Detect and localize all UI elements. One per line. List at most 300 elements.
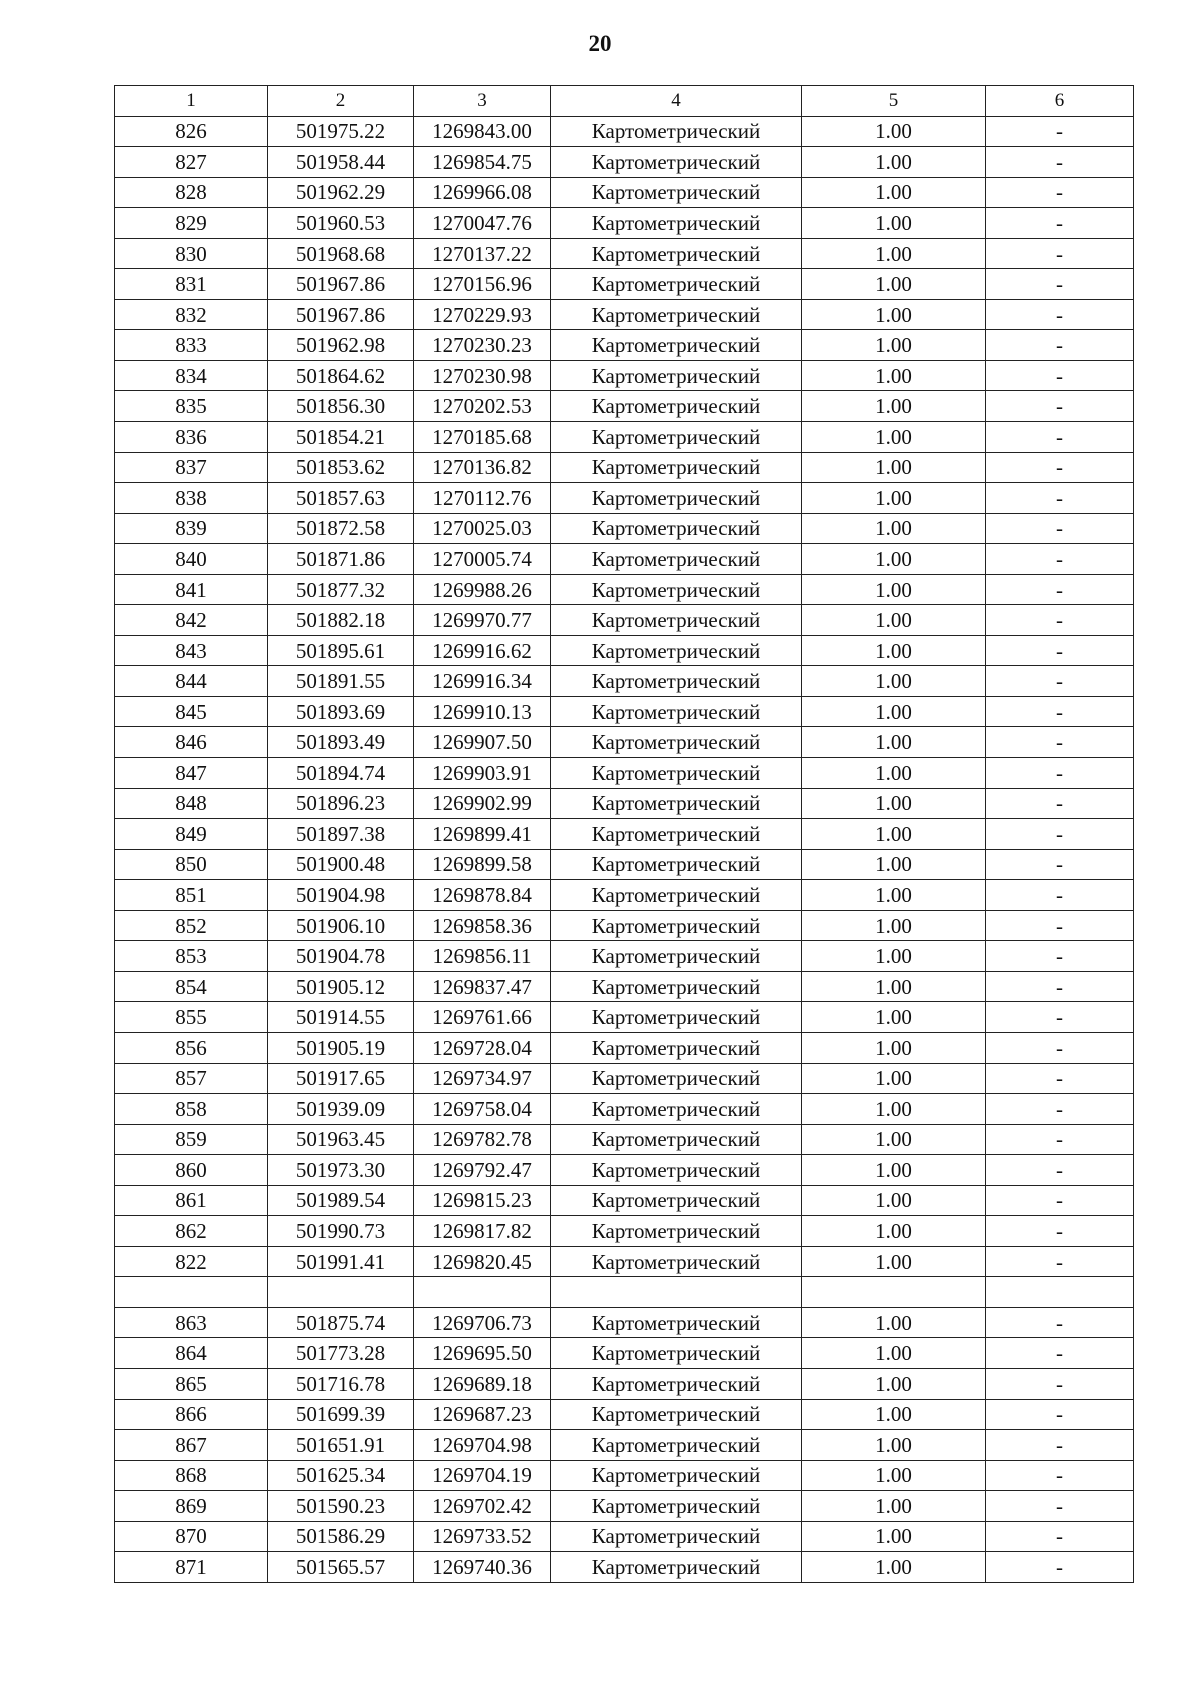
table-row [115,727,1134,758]
point-number-cell: 834 [115,360,268,391]
method-cell: Картометрический [551,299,802,330]
note-cell: - [986,360,1134,391]
x-coordinate-cell: 501565.57 [268,1552,414,1583]
point-number-cell: 862 [115,1216,268,1247]
accuracy-cell: 1.00 [802,147,986,178]
note-cell: - [986,299,1134,330]
y-coordinate-cell: 1269910.13 [414,696,551,727]
table-row [115,1094,1134,1125]
method-cell: Картометрический [551,605,802,636]
accuracy-cell: 1.00 [802,758,986,789]
note-cell: - [986,1521,1134,1552]
accuracy-cell: 1.00 [802,1032,986,1063]
note-cell: - [986,1185,1134,1216]
x-coordinate-cell: 501991.41 [268,1246,414,1277]
x-coordinate-cell: 501989.54 [268,1185,414,1216]
point-number-cell: 853 [115,941,268,972]
note-cell: - [986,696,1134,727]
y-coordinate-cell: 1270005.74 [414,544,551,575]
x-coordinate-cell: 501962.29 [268,177,414,208]
method-cell: Картометрический [551,635,802,666]
note-cell [986,1277,1134,1308]
method-cell: Картометрический [551,483,802,514]
point-number-cell: 858 [115,1094,268,1125]
note-cell: - [986,727,1134,758]
x-coordinate-cell: 501917.65 [268,1063,414,1094]
table-row [115,208,1134,239]
point-number-cell: 861 [115,1185,268,1216]
note-cell: - [986,208,1134,239]
point-number-cell: 837 [115,452,268,483]
y-coordinate-cell: 1269878.84 [414,880,551,911]
x-coordinate-cell: 501904.98 [268,880,414,911]
point-number-cell: 839 [115,513,268,544]
note-cell: - [986,147,1134,178]
note-cell: - [986,941,1134,972]
method-cell: Картометрический [551,1491,802,1522]
y-coordinate-cell: 1269815.23 [414,1185,551,1216]
point-number-cell: 847 [115,758,268,789]
method-cell: Картометрический [551,1399,802,1430]
y-coordinate-cell: 1270230.98 [414,360,551,391]
note-cell: - [986,1430,1134,1461]
note-cell: - [986,574,1134,605]
x-coordinate-cell: 501968.68 [268,238,414,269]
x-coordinate-cell: 501651.91 [268,1430,414,1461]
table-row [115,758,1134,789]
accuracy-cell: 1.00 [802,269,986,300]
accuracy-cell [802,1277,986,1308]
table-row [115,788,1134,819]
note-cell: - [986,666,1134,697]
method-cell: Картометрический [551,1124,802,1155]
accuracy-cell: 1.00 [802,605,986,636]
method-cell: Картометрический [551,1430,802,1461]
y-coordinate-cell: 1269758.04 [414,1094,551,1125]
point-number-cell: 829 [115,208,268,239]
y-coordinate-cell: 1270229.93 [414,299,551,330]
table-row [115,1216,1134,1247]
point-number-cell: 868 [115,1460,268,1491]
method-cell: Картометрический [551,910,802,941]
note-cell: - [986,238,1134,269]
accuracy-cell: 1.00 [802,1216,986,1247]
y-coordinate-cell: 1269899.41 [414,819,551,850]
note-cell: - [986,1124,1134,1155]
accuracy-cell: 1.00 [802,208,986,239]
table-row [115,116,1134,147]
accuracy-cell: 1.00 [802,1460,986,1491]
method-cell: Картометрический [551,238,802,269]
point-number-cell: 838 [115,483,268,514]
y-coordinate-cell: 1269704.19 [414,1460,551,1491]
method-cell: Картометрический [551,330,802,361]
accuracy-cell: 1.00 [802,819,986,850]
accuracy-cell: 1.00 [802,116,986,147]
accuracy-cell: 1.00 [802,788,986,819]
x-coordinate-cell: 501905.12 [268,971,414,1002]
x-coordinate-cell: 501906.10 [268,910,414,941]
table-row [115,971,1134,1002]
y-coordinate-cell: 1269761.66 [414,1002,551,1033]
method-cell: Картометрический [551,1185,802,1216]
x-coordinate-cell: 501896.23 [268,788,414,819]
x-coordinate-cell: 501872.58 [268,513,414,544]
method-cell: Картометрический [551,116,802,147]
table-row [115,910,1134,941]
method-cell: Картометрический [551,391,802,422]
method-cell: Картометрический [551,788,802,819]
method-cell: Картометрический [551,1368,802,1399]
point-number-cell: 828 [115,177,268,208]
y-coordinate-cell: 1270230.23 [414,330,551,361]
note-cell: - [986,1002,1134,1033]
accuracy-cell: 1.00 [802,391,986,422]
accuracy-cell: 1.00 [802,513,986,544]
method-cell: Картометрический [551,880,802,911]
method-cell: Картометрический [551,1002,802,1033]
accuracy-cell: 1.00 [802,1521,986,1552]
accuracy-cell: 1.00 [802,635,986,666]
method-cell: Картометрический [551,360,802,391]
x-coordinate-cell: 501894.74 [268,758,414,789]
note-cell: - [986,819,1134,850]
y-coordinate-cell: 1269728.04 [414,1032,551,1063]
note-cell: - [986,1216,1134,1247]
method-cell: Картометрический [551,819,802,850]
accuracy-cell: 1.00 [802,666,986,697]
table-row [115,1368,1134,1399]
point-number-cell: 836 [115,422,268,453]
point-number-cell: 827 [115,147,268,178]
method-cell: Картометрический [551,1307,802,1338]
y-coordinate-cell: 1269858.36 [414,910,551,941]
method-cell: Картометрический [551,1246,802,1277]
x-coordinate-cell: 501905.19 [268,1032,414,1063]
method-cell: Картометрический [551,574,802,605]
method-cell: Картометрический [551,1155,802,1186]
note-cell: - [986,849,1134,880]
method-cell: Картометрический [551,147,802,178]
point-number-cell: 841 [115,574,268,605]
note-cell: - [986,177,1134,208]
note-cell: - [986,635,1134,666]
point-number-cell: 854 [115,971,268,1002]
accuracy-cell: 1.00 [802,1552,986,1583]
table-row [115,1124,1134,1155]
method-cell: Картометрический [551,1521,802,1552]
table-row [115,849,1134,880]
y-coordinate-cell: 1270136.82 [414,452,551,483]
table-row [115,391,1134,422]
accuracy-cell: 1.00 [802,1002,986,1033]
y-coordinate-cell: 1269792.47 [414,1155,551,1186]
table-row [115,605,1134,636]
accuracy-cell: 1.00 [802,330,986,361]
accuracy-cell: 1.00 [802,1094,986,1125]
point-number-cell: 850 [115,849,268,880]
point-number-cell: 844 [115,666,268,697]
table-row [115,1277,1134,1308]
point-number-cell: 871 [115,1552,268,1583]
table-row [115,1399,1134,1430]
x-coordinate-cell: 501960.53 [268,208,414,239]
note-cell: - [986,1032,1134,1063]
note-cell: - [986,1552,1134,1583]
x-coordinate-cell: 501773.28 [268,1338,414,1369]
method-cell: Картометрический [551,941,802,972]
note-cell: - [986,483,1134,514]
method-cell: Картометрический [551,1552,802,1583]
table-row [115,1032,1134,1063]
column-header-4: 4 [551,86,802,117]
table-row [115,1338,1134,1369]
x-coordinate-cell: 501973.30 [268,1155,414,1186]
point-number-cell: 851 [115,880,268,911]
note-cell: - [986,269,1134,300]
x-coordinate-cell: 501857.63 [268,483,414,514]
column-header-1: 1 [115,86,268,117]
x-coordinate-cell: 501875.74 [268,1307,414,1338]
accuracy-cell: 1.00 [802,1155,986,1186]
x-coordinate-cell: 501891.55 [268,666,414,697]
accuracy-cell: 1.00 [802,971,986,1002]
y-coordinate-cell: 1269843.00 [414,116,551,147]
point-number-cell: 856 [115,1032,268,1063]
y-coordinate-cell: 1269689.18 [414,1368,551,1399]
y-coordinate-cell: 1269740.36 [414,1552,551,1583]
x-coordinate-cell: 501900.48 [268,849,414,880]
note-cell: - [986,1399,1134,1430]
table-row [115,452,1134,483]
table-row [115,1307,1134,1338]
x-coordinate-cell: 501904.78 [268,941,414,972]
accuracy-cell: 1.00 [802,1338,986,1369]
x-coordinate-cell: 501893.69 [268,696,414,727]
y-coordinate-cell: 1269988.26 [414,574,551,605]
y-coordinate-cell: 1270202.53 [414,391,551,422]
note-cell: - [986,605,1134,636]
x-coordinate-cell: 501914.55 [268,1002,414,1033]
note-cell: - [986,1491,1134,1522]
x-coordinate-cell: 501882.18 [268,605,414,636]
y-coordinate-cell [414,1277,551,1308]
y-coordinate-cell: 1269902.99 [414,788,551,819]
y-coordinate-cell: 1270156.96 [414,269,551,300]
method-cell: Картометрический [551,513,802,544]
point-number-cell: 866 [115,1399,268,1430]
accuracy-cell: 1.00 [802,1063,986,1094]
x-coordinate-cell: 501625.34 [268,1460,414,1491]
y-coordinate-cell: 1269733.52 [414,1521,551,1552]
point-number-cell: 848 [115,788,268,819]
y-coordinate-cell: 1270137.22 [414,238,551,269]
table-row [115,177,1134,208]
y-coordinate-cell: 1270112.76 [414,483,551,514]
table-row [115,819,1134,850]
method-cell: Картометрический [551,696,802,727]
note-cell: - [986,1460,1134,1491]
method-cell: Картометрический [551,1094,802,1125]
x-coordinate-cell: 501897.38 [268,819,414,850]
table-row [115,1002,1134,1033]
method-cell: Картометрический [551,1216,802,1247]
table-row [115,269,1134,300]
accuracy-cell: 1.00 [802,360,986,391]
x-coordinate-cell: 501590.23 [268,1491,414,1522]
method-cell: Картометрический [551,208,802,239]
accuracy-cell: 1.00 [802,1430,986,1461]
point-number-cell: 832 [115,299,268,330]
point-number-cell: 831 [115,269,268,300]
point-number-cell: 826 [115,116,268,147]
table-row [115,360,1134,391]
y-coordinate-cell: 1269704.98 [414,1430,551,1461]
method-cell: Картометрический [551,422,802,453]
note-cell: - [986,758,1134,789]
point-number-cell: 842 [115,605,268,636]
note-cell: - [986,1155,1134,1186]
accuracy-cell: 1.00 [802,1368,986,1399]
accuracy-cell: 1.00 [802,238,986,269]
note-cell: - [986,1094,1134,1125]
method-cell: Картометрический [551,177,802,208]
point-number-cell: 833 [115,330,268,361]
accuracy-cell: 1.00 [802,1307,986,1338]
y-coordinate-cell: 1269903.91 [414,758,551,789]
x-coordinate-cell: 501699.39 [268,1399,414,1430]
method-cell: Картометрический [551,1460,802,1491]
y-coordinate-cell: 1269702.42 [414,1491,551,1522]
table-row [115,483,1134,514]
table-row [115,666,1134,697]
column-header-6: 6 [986,86,1134,117]
accuracy-cell: 1.00 [802,1246,986,1277]
table-row [115,1430,1134,1461]
point-number-cell: 852 [115,910,268,941]
method-cell [551,1277,802,1308]
table-row [115,147,1134,178]
note-cell: - [986,513,1134,544]
point-number-cell: 840 [115,544,268,575]
method-cell: Картометрический [551,666,802,697]
y-coordinate-cell: 1269817.82 [414,1216,551,1247]
table-body [115,116,1134,1582]
point-number-cell: 849 [115,819,268,850]
accuracy-cell: 1.00 [802,452,986,483]
accuracy-cell: 1.00 [802,483,986,514]
table-row [115,1185,1134,1216]
note-cell: - [986,544,1134,575]
y-coordinate-cell: 1269695.50 [414,1338,551,1369]
point-number-cell: 859 [115,1124,268,1155]
point-number-cell: 846 [115,727,268,758]
y-coordinate-cell: 1269899.58 [414,849,551,880]
point-number-cell: 870 [115,1521,268,1552]
x-coordinate-cell: 501967.86 [268,299,414,330]
x-coordinate-cell: 501939.09 [268,1094,414,1125]
table-row [115,1460,1134,1491]
note-cell: - [986,971,1134,1002]
table-row [115,330,1134,361]
point-number-cell: 860 [115,1155,268,1186]
y-coordinate-cell: 1270185.68 [414,422,551,453]
y-coordinate-cell: 1269854.75 [414,147,551,178]
table-row [115,513,1134,544]
y-coordinate-cell: 1269916.34 [414,666,551,697]
accuracy-cell: 1.00 [802,1185,986,1216]
note-cell: - [986,880,1134,911]
method-cell: Картометрический [551,1063,802,1094]
note-cell: - [986,1307,1134,1338]
method-cell: Картометрический [551,1032,802,1063]
note-cell: - [986,910,1134,941]
y-coordinate-cell: 1269687.23 [414,1399,551,1430]
point-number-cell: 867 [115,1430,268,1461]
note-cell: - [986,330,1134,361]
y-coordinate-cell: 1269820.45 [414,1246,551,1277]
y-coordinate-cell: 1269782.78 [414,1124,551,1155]
point-number-cell: 857 [115,1063,268,1094]
x-coordinate-cell: 501853.62 [268,452,414,483]
coordinates-table [114,85,1134,1583]
table-row [115,941,1134,972]
accuracy-cell: 1.00 [802,941,986,972]
table-row [115,422,1134,453]
point-number-cell: 869 [115,1491,268,1522]
accuracy-cell: 1.00 [802,422,986,453]
method-cell: Картометрический [551,971,802,1002]
x-coordinate-cell: 501958.44 [268,147,414,178]
note-cell: - [986,422,1134,453]
note-cell: - [986,116,1134,147]
accuracy-cell: 1.00 [802,544,986,575]
point-number-cell: 863 [115,1307,268,1338]
x-coordinate-cell: 501895.61 [268,635,414,666]
x-coordinate-cell: 501963.45 [268,1124,414,1155]
point-number-cell [115,1277,268,1308]
note-cell: - [986,391,1134,422]
table-row [115,238,1134,269]
note-cell: - [986,1338,1134,1369]
column-header-3: 3 [414,86,551,117]
accuracy-cell: 1.00 [802,727,986,758]
accuracy-cell: 1.00 [802,849,986,880]
table-header [115,86,1134,117]
table-row [115,1246,1134,1277]
y-coordinate-cell: 1269970.77 [414,605,551,636]
x-coordinate-cell: 501716.78 [268,1368,414,1399]
point-number-cell: 855 [115,1002,268,1033]
y-coordinate-cell: 1269907.50 [414,727,551,758]
accuracy-cell: 1.00 [802,1491,986,1522]
point-number-cell: 864 [115,1338,268,1369]
y-coordinate-cell: 1269837.47 [414,971,551,1002]
table-row [115,544,1134,575]
x-coordinate-cell: 501975.22 [268,116,414,147]
x-coordinate-cell: 501864.62 [268,360,414,391]
point-number-cell: 865 [115,1368,268,1399]
y-coordinate-cell: 1269706.73 [414,1307,551,1338]
y-coordinate-cell: 1270047.76 [414,208,551,239]
x-coordinate-cell [268,1277,414,1308]
note-cell: - [986,452,1134,483]
point-number-cell: 843 [115,635,268,666]
accuracy-cell: 1.00 [802,177,986,208]
column-header-2: 2 [268,86,414,117]
note-cell: - [986,1368,1134,1399]
method-cell: Картометрический [551,544,802,575]
